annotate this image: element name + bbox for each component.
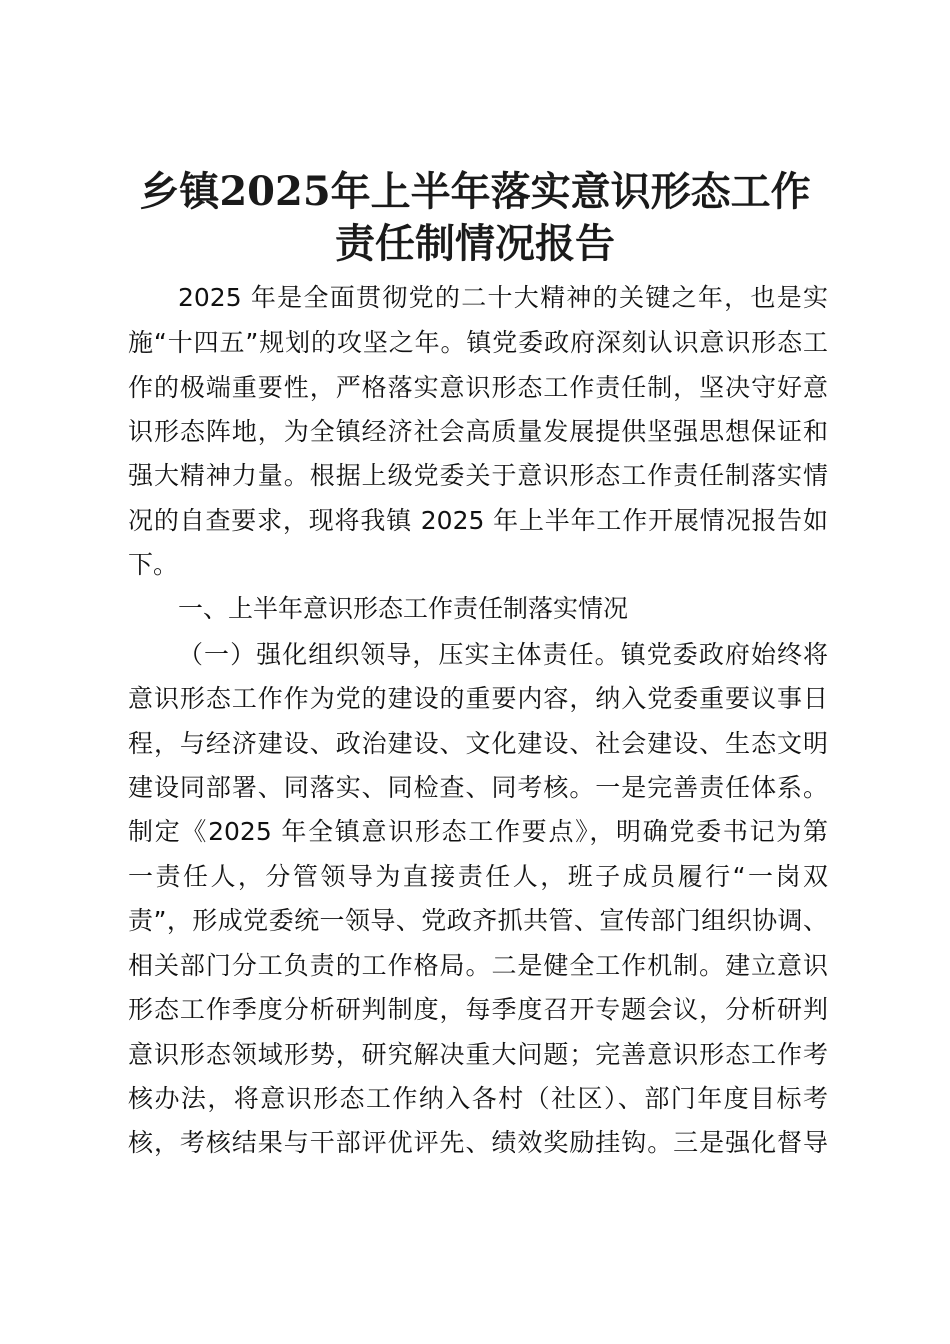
section-heading: 一、上半年意识形态工作责任制落实情况 (178, 594, 629, 623)
document-title-line-1: 乡镇2025年上半年落实意识形态工作 (139, 168, 811, 215)
section1-line-1: （一）强化组织领导，压实主体责任。镇党委政府始终将 (178, 640, 828, 669)
intro-line-1: 2025 年是全面贯彻党的二十大精神的关键之年，也是实 (178, 283, 828, 312)
section1-line-12: 核，考核结果与干部评优评先、绩效奖励挂钩。三是强化督导 (128, 1128, 828, 1157)
section1-line-9: 形态工作季度分析研判制度，每季度召开专题会议，分析研判 (128, 995, 828, 1024)
section1-line-3: 程，与经济建设、政治建设、文化建设、社会建设、生态文明 (128, 729, 828, 758)
section1-line-4: 建设同部署、同落实、同检查、同考核。一是完善责任体系。 (128, 773, 828, 802)
intro-line-4: 识形态阵地，为全镇经济社会高质量发展提供坚强思想保证和 (128, 417, 828, 446)
document-title-line-2: 责任制情况报告 (335, 220, 615, 267)
section1-line-10: 意识形态领域形势，研究解决重大问题；完善意识形态工作考 (128, 1040, 828, 1069)
section1-line-7: 责”，形成党委统一领导、党政齐抓共管、宣传部门组织协调、 (128, 906, 828, 935)
intro-line-6: 况的自查要求，现将我镇 2025 年上半年工作开展情况报告如 (128, 506, 828, 535)
section1-line-6: 一责任人，分管领导为直接责任人，班子成员履行“一岗双 (128, 862, 828, 891)
intro-line-5: 强大精神力量。根据上级党委关于意识形态工作责任制落实情 (128, 461, 828, 490)
section1-line-8: 相关部门分工负责的工作格局。二是健全工作机制。建立意识 (128, 951, 828, 980)
intro-line-2: 施“十四五”规划的攻坚之年。镇党委政府深刻认识意识形态工 (128, 328, 828, 357)
section1-line-5: 制定《2025 年全镇意识形态工作要点》，明确党委书记为第 (128, 817, 828, 846)
intro-line-7: 下。 (128, 550, 179, 579)
section1-line-2: 意识形态工作作为党的建设的重要内容，纳入党委重要议事日 (128, 684, 828, 713)
intro-line-3: 作的极端重要性，严格落实意识形态工作责任制，坚决守好意 (128, 373, 828, 402)
section1-line-11: 核办法，将意识形态工作纳入各村（社区）、部门年度目标考 (128, 1084, 828, 1113)
